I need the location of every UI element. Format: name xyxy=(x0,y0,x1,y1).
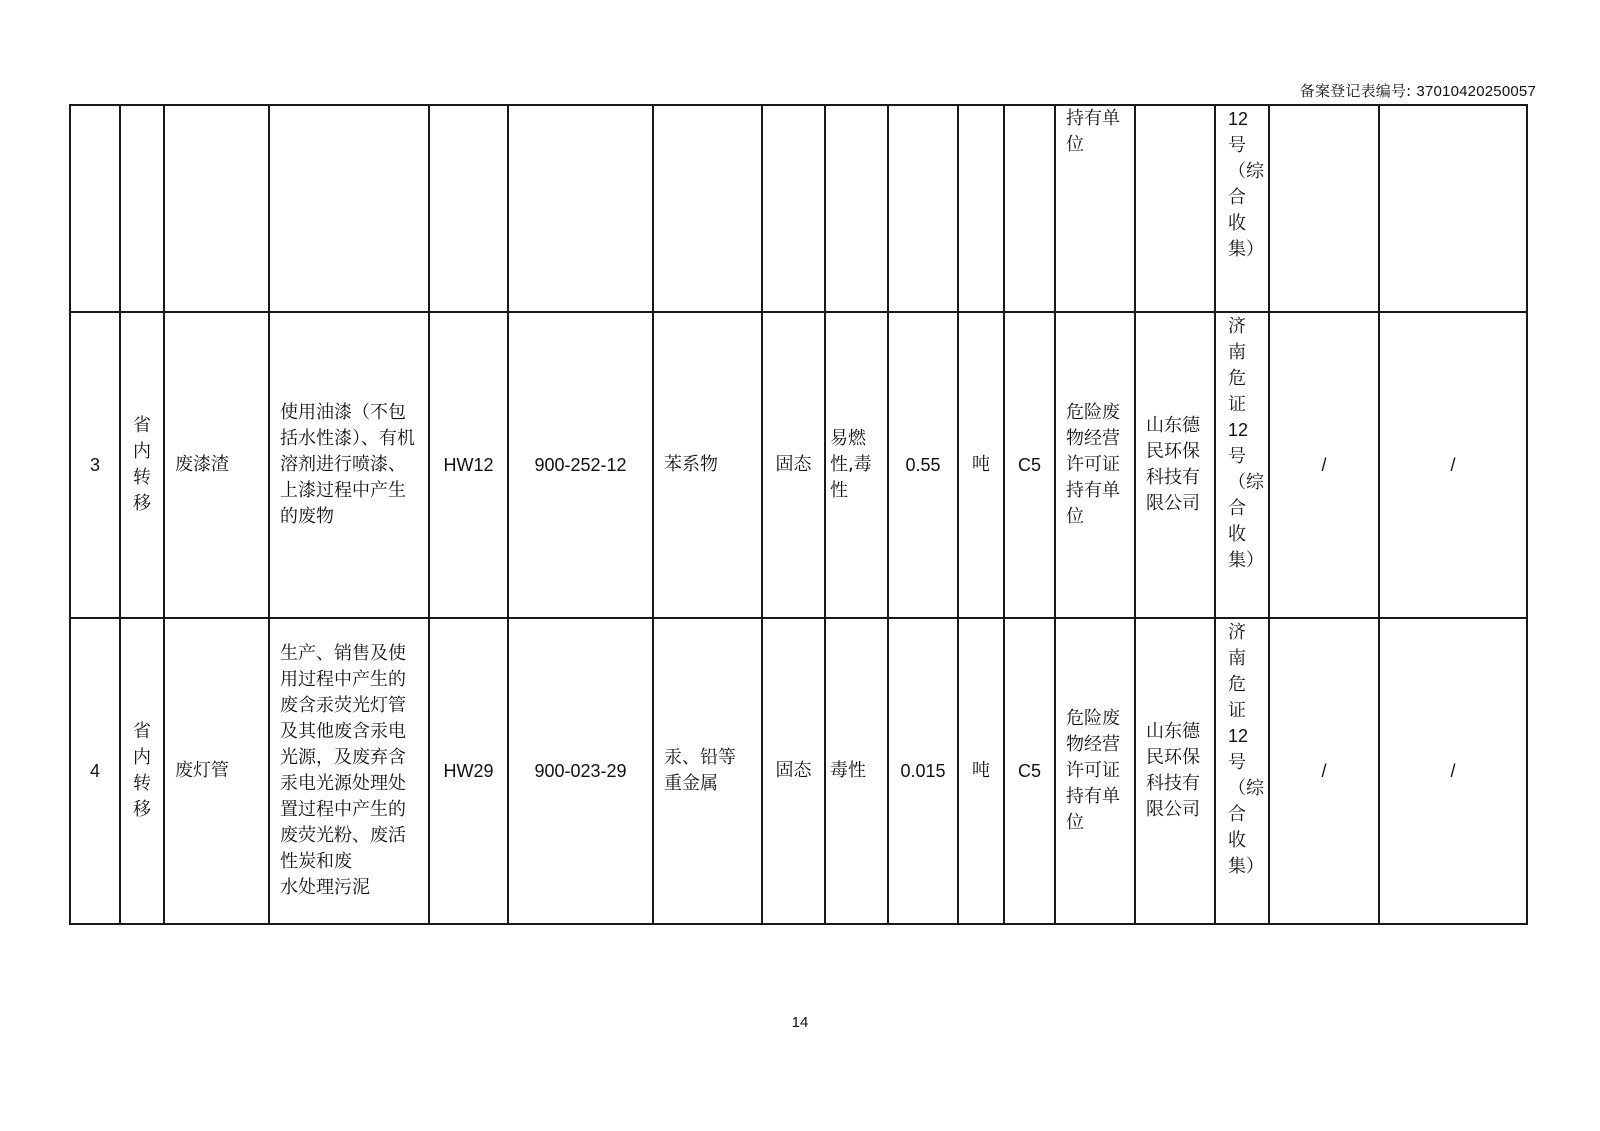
cell-source: 生产、销售及使用过程中产生的废含汞荧光灯管及其他废含汞电光源，及废弃含汞电光源处理处置过程中产生的废荧光粉、废活性炭和废 水处理污泥 xyxy=(269,618,429,924)
cell-form xyxy=(762,105,825,312)
cell-waste-name: 废灯管 xyxy=(164,618,269,924)
cell-transfer-type xyxy=(120,105,164,312)
cell-waste-category: HW12 xyxy=(429,312,508,618)
cell-quantity: 0.55 xyxy=(888,312,958,618)
cell-col-i: / xyxy=(1379,618,1527,924)
table-row xyxy=(70,312,1527,618)
cell-col-h: / xyxy=(1269,312,1379,618)
cell-permit: 12号（综合收集） xyxy=(1215,105,1269,312)
cell-hazard xyxy=(825,105,888,312)
cell-source xyxy=(269,105,429,312)
cell-waste-code: 900-252-12 xyxy=(508,312,653,618)
cell-waste-code xyxy=(508,105,653,312)
cell-receiver-category: 危险废物经营许可证持有单位 xyxy=(1055,618,1135,924)
cell-quantity: 0.015 xyxy=(888,618,958,924)
cell-permit: 济南危证12号（综合收集） xyxy=(1215,312,1269,618)
cell-receiver-category: 持有单位 xyxy=(1055,105,1135,312)
cell-hazardous-component: 苯系物 xyxy=(653,312,762,618)
cell-permit: 济南危证12号（综合收集） xyxy=(1215,618,1269,924)
cell-seq: 4 xyxy=(70,618,120,924)
cell-source: 使用油漆（不包括水性漆）、有机溶剂进行喷漆、上漆过程中产生的废物 xyxy=(269,312,429,618)
cell-hazard: 易燃性,毒性 xyxy=(825,312,888,618)
cell-quantity xyxy=(888,105,958,312)
cell-waste-name xyxy=(164,105,269,312)
cell-seq xyxy=(70,105,120,312)
registration-number-label: 备案登记表编号: xyxy=(1299,82,1412,100)
cell-col-h: / xyxy=(1269,618,1379,924)
cell-code xyxy=(1004,105,1055,312)
cell-form: 固态 xyxy=(762,312,825,618)
page-number: 14 xyxy=(791,1014,809,1031)
cell-code: C5 xyxy=(1004,618,1055,924)
table-row xyxy=(70,105,1527,312)
cell-col-h xyxy=(1269,105,1379,312)
table-row xyxy=(70,618,1527,924)
cell-waste-category: HW29 xyxy=(429,618,508,924)
cell-waste-code: 900-023-29 xyxy=(508,618,653,924)
cell-hazardous-component: 汞、铅等重金属 xyxy=(653,618,762,924)
cell-waste-category xyxy=(429,105,508,312)
cell-col-i xyxy=(1379,105,1527,312)
cell-col-i: / xyxy=(1379,312,1527,618)
cell-receiver-name: 山东德民环保科技有限公司 xyxy=(1135,618,1215,924)
cell-hazard: 毒性 xyxy=(825,618,888,924)
cell-receiver-category: 危险废物经营许可证持有单位 xyxy=(1055,312,1135,618)
cell-form: 固态 xyxy=(762,618,825,924)
cell-seq: 3 xyxy=(70,312,120,618)
cell-transfer-type: 省内转移 xyxy=(120,312,164,618)
cell-receiver-name xyxy=(1135,105,1215,312)
cell-unit: 吨 xyxy=(958,618,1004,924)
hazardous-waste-table xyxy=(69,104,1528,925)
registration-number-value: 37010420250057 xyxy=(1416,83,1536,100)
cell-unit xyxy=(958,105,1004,312)
registration-number xyxy=(1300,80,1536,101)
cell-hazardous-component xyxy=(653,105,762,312)
cell-transfer-type: 省内转移 xyxy=(120,618,164,924)
cell-code: C5 xyxy=(1004,312,1055,618)
cell-unit: 吨 xyxy=(958,312,1004,618)
cell-waste-name: 废漆渣 xyxy=(164,312,269,618)
cell-receiver-name: 山东德民环保科技有限公司 xyxy=(1135,312,1215,618)
